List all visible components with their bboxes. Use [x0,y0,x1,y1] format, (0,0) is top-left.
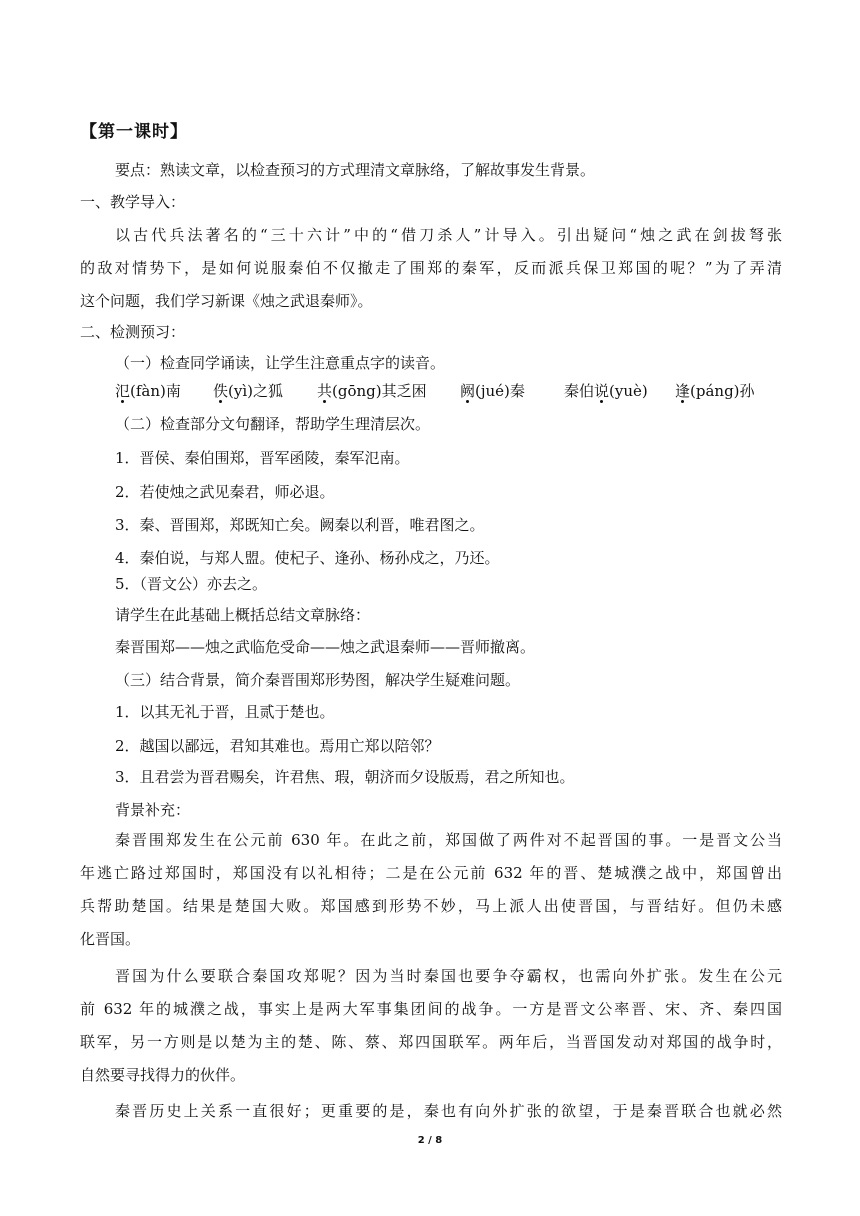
structure-summary: 秦晋围郑——烛之武临危受命——烛之武退秦师——晋师撤离。 [115,638,536,656]
paragraph-line: 年逃亡路过郑国时，郑国没有以礼相待；二是在公元前 632 年的晋、楚城濮之战中，郑国曾出 [80,864,782,882]
paragraph-line: 兵帮助楚国。结果是楚国大败。郑国感到形势不妙，马上派人出使晋国，与晋结好。但仍未感 [80,897,782,915]
section-preview-heading: 二、检测预习： [80,323,186,341]
list-item: 1．晋侯、秦伯围郑，晋军函陵，秦军氾南。 [115,449,410,467]
subsection-heading: （三）结合背景，简介秦晋围郑形势图，解决学生疑难问题。 [115,671,521,689]
pinyin-reading-row [115,380,795,404]
list-item: 5．（晋文公）亦去之。 [115,575,268,593]
paragraph-line: 请学生在此基础上概括总结文章脉络： [115,606,371,624]
list-item: 3．秦、晋围郑，郑既知亡矣。阙秦以利晋，唯君图之。 [115,516,485,534]
key-points-line: 要点：熟读文章，以检查预习的方式理清文章脉络，了解故事发生背景。 [115,161,596,179]
page-number: 2 / 8 [417,1135,443,1146]
lesson-heading: 【第一课时】 [80,122,188,142]
subsection-heading: （二）检查部分文句翻译，帮助学生理清层次。 [115,415,431,433]
paragraph-line: 前 632 年的城濮之战，事实上是两大军事集团间的战争。一方是晋文公率晋、宋、齐、秦四国 [80,1000,782,1018]
list-item: 2．若使烛之武见秦君，师必退。 [115,483,335,501]
pinyin-item: 共(gōng)其乏困 [317,382,427,400]
paragraph-line: 这个问题，我们学习新课《烛之武退秦师》。 [80,292,373,310]
paragraph-line: 秦晋历史上关系一直很好；更重要的是，秦也有向外扩张的欲望，于是秦晋联合也就必然 [115,1102,782,1120]
pinyin-item: 氾(fàn)南 [115,382,181,400]
paragraph-line: 化晋国。 [80,930,141,948]
pinyin-item: 佚(yì)之狐 [213,382,284,400]
pinyin-item: 阙(jué)秦 [460,382,525,400]
background-label: 背景补充： [115,801,191,819]
list-item: 1．以其无礼于晋，且贰于楚也。 [115,703,335,721]
pinyin-item: 秦伯说(yuè) [564,382,648,400]
list-item: 4．秦伯说，与郑人盟。使杞子、逢孙、杨孙戍之，乃还。 [115,549,500,567]
paragraph-line: 的敌对情势下，是如何说服秦伯不仅撤走了围郑的秦军，反而派兵保卫郑国的呢？”为了弄清 [80,259,782,277]
paragraph-line: 晋国为什么要联合秦国攻郑呢？因为当时秦国也要争夺霸权，也需向外扩张。发生在公元 [115,967,782,985]
paragraph-line: 自然要寻找得力的伙伴。 [80,1066,246,1084]
subsection-heading: （一）检查同学诵读，让学生注意重点字的读音。 [115,354,446,372]
list-item: 2．越国以鄙远，君知其难也。焉用亡郑以陪邻？ [115,737,440,755]
section-intro-heading: 一、教学导入： [80,193,186,211]
paragraph-line: 联军，另一方则是以楚为主的楚、陈、蔡、郑四国联军。两年后，当晋国发动对郑国的战争时， [80,1033,782,1051]
list-item: 3．且君尝为晋君赐矣，许君焦、瑕，朝济而夕设版焉，君之所知也。 [115,768,575,786]
paragraph-line: 以古代兵法著名的“三十六计”中的“借刀杀人”计导入。引出疑问“烛之武在剑拔弩张 [115,226,782,244]
pinyin-item: 逢(páng)孙 [675,382,755,400]
paragraph-line: 秦晋围郑发生在公元前 630 年。在此之前，郑国做了两件对不起晋国的事。一是晋文公当 [115,831,782,849]
